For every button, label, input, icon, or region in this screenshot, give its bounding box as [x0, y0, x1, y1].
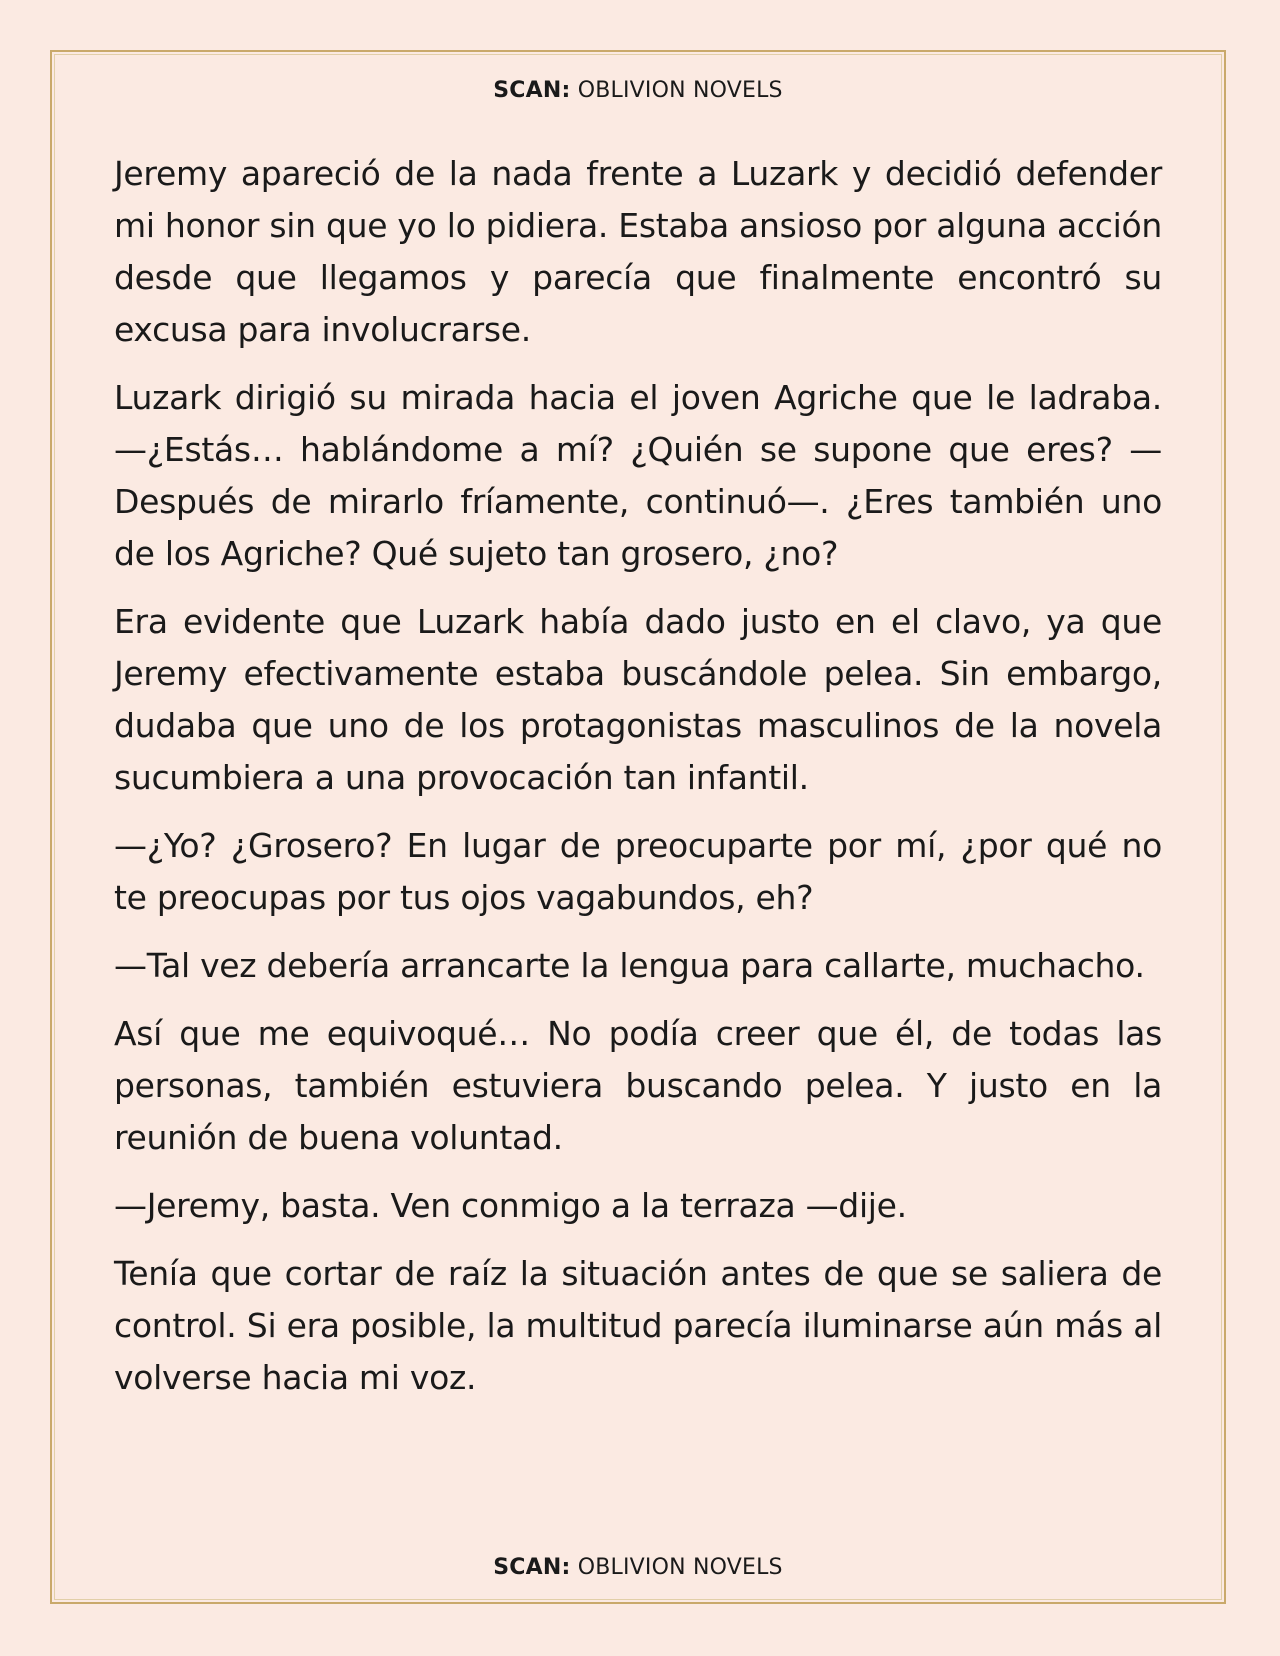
paragraph: —Tal vez debería arrancarte la lengua para callarte, muchacho.	[114, 946, 1145, 985]
scan-footer-text: OBLIVION NOVELS	[577, 1555, 783, 1580]
paragraph: Era evidente que Luzark había dado justo en el clavo, ya que Jeremy efectivamente estaba buscándole pelea. Sin embargo, dudaba que uno de los protagonistas masculinos de la novela sucumbiera a una provocación tan infantil.	[114, 602, 1162, 797]
paragraph: Tenía que cortar de raíz la situación antes de que se saliera de control. Si era posible, la multitud parecía iluminarse aún más al volverse hacia mi voz.	[114, 1254, 1162, 1397]
scan-header-label: SCAN:	[493, 78, 571, 103]
paragraph: —Jeremy, basta. Ven conmigo a la terraza —dije.	[114, 1186, 907, 1225]
novel-text	[114, 148, 1162, 1420]
scan-footer-label: SCAN:	[493, 1555, 571, 1580]
scan-footer	[52, 1555, 1224, 1580]
paragraph: —¿Yo? ¿Grosero? En lugar de preocuparte por mí, ¿por qué no te preocupas por tus ojos vagabundos, eh?	[114, 826, 1162, 917]
scan-header-text: OBLIVION NOVELS	[577, 78, 783, 103]
paragraph: Luzark dirigió su mirada hacia el joven Agriche que le ladraba. —¿Estás… hablándome a mí? ¿Quién se supone que eres? —Después de mirarlo fríamente, continuó—. ¿Eres también uno de los Agriche? Qué sujeto tan grosero, ¿no?	[114, 378, 1162, 573]
paragraph: Así que me equivoqué… No podía creer que él, de todas las personas, también estuviera buscando pelea. Y justo en la reunión de buena voluntad.	[114, 1014, 1162, 1157]
page-frame	[50, 50, 1226, 1604]
scan-header	[52, 78, 1224, 103]
paragraph: Jeremy apareció de la nada frente a Luzark y decidió defender mi honor sin que yo lo pidiera. Estaba ansioso por alguna acción desde que llegamos y parecía que finalmente encontró su excusa para involucrarse.	[114, 154, 1162, 349]
